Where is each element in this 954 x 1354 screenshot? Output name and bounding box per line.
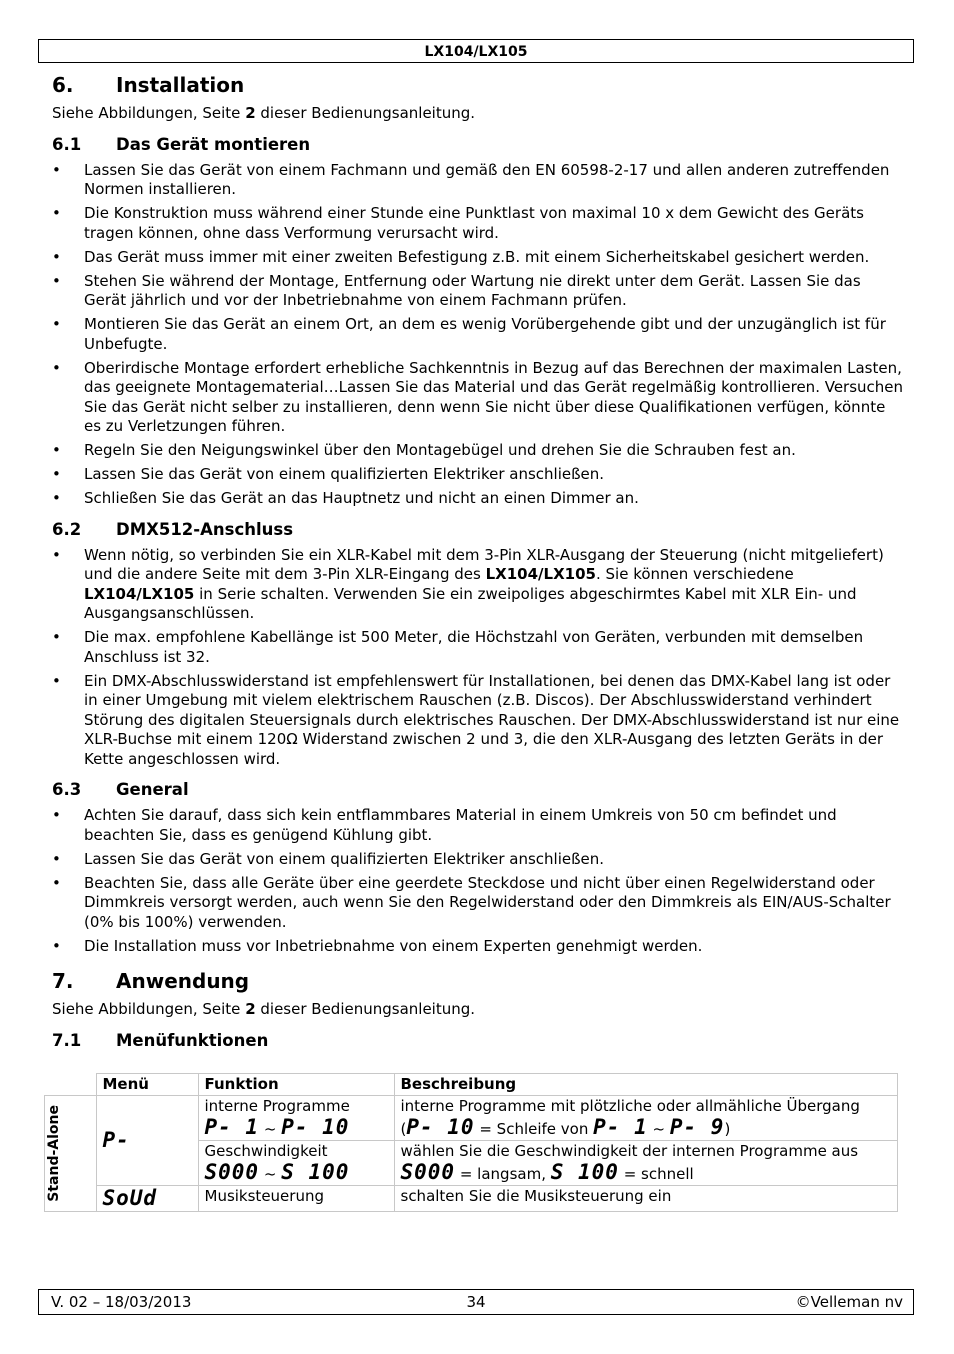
footer-page-number: 34 [466, 1293, 486, 1311]
list-item: • Lassen Sie das Gerät von einem qualifizierten Elektriker anschließen. [52, 465, 907, 485]
footer-copyright: ©Velleman nv [795, 1293, 903, 1311]
function-cell: Geschwindigkeit S000 ~ S 100 [198, 1141, 394, 1186]
section-7-1-heading: 7.1 Menüfunktionen [52, 1030, 269, 1050]
header-title: LX104/LX105 [424, 44, 528, 60]
table-corner [45, 1074, 97, 1096]
section-6-2-heading: 6.2 DMX512-Anschluss [52, 519, 294, 539]
list-item: • Achten Sie darauf, dass sich kein entflammbares Material in einem Umkreis von 50 cm befindet und beachten Sie, dass es genügend Kühlung gibt. [52, 806, 907, 845]
stand-alone-cell [45, 1096, 97, 1212]
lcd-code: P- [102, 1128, 130, 1152]
section-7-heading: 7. Anwendung [52, 969, 250, 993]
section-6-3-heading: 6.3 General [52, 780, 189, 799]
menu-functions-table [44, 1073, 898, 1212]
lcd-code: SoUd [102, 1186, 158, 1210]
list-item: • Stehen Sie während der Montage, Entfernung oder Wartung nie direkt unter dem Gerät. Lassen Sie das Gerät jährlich und vor der Inbetriebnahme von einem Fachmann prüfen. [52, 272, 907, 311]
list-item: • Wenn nötig, so verbinden Sie ein XLR-Kabel mit dem 3-Pin XLR-Ausgang der Steuerung (nicht mitgeliefert) und die andere Seite mit dem 3-Pin XLR-Eingang des LX104/LX105. Sie können verschiedene LX104/LX105 in Serie schalten. Verwenden Sie ein zweipoliges abgeschirmtes Kabel mit XLR Ein- und Ausgangsanschlüssen. [52, 546, 907, 624]
section-6-3-list [52, 806, 907, 956]
list-item: • Beachten Sie, dass alle Geräte über eine geerdete Steckdose und nicht über einen Regelwiderstand oder Dimmkreis versorgt werden, auch wenn Sie den Regelwiderstand oder den Dimmkreis als EIN/AUS-Schalter (0% bis 100%) verwenden. [52, 874, 907, 933]
page-header [38, 39, 914, 63]
list-item: • Die max. empfohlene Kabellänge ist 500 Meter, die Höchstzahl von Geräten, verbunden mit demselben Anschluss ist 32. [52, 628, 907, 667]
list-item: • Montieren Sie das Gerät an einem Ort, an dem es wenig Vorübergehende gibt und der unzugänglich ist für Unbefugte. [52, 315, 907, 354]
header-description: Beschreibung [394, 1074, 897, 1096]
description-cell: wählen Sie die Geschwindigkeit der internen Programme aus S000 = langsam, S 100 = schnell [394, 1141, 897, 1186]
footer-version: V. 02 – 18/03/2013 [51, 1293, 192, 1311]
section-6-2-list [52, 546, 907, 770]
list-item: • Regeln Sie den Neigungswinkel über den Montagebügel und drehen Sie die Schrauben fest an. [52, 441, 907, 461]
list-item: • Oberirdische Montage erfordert erhebliche Sachkenntnis in Bezug auf das Berechnen der maximalen Lasten, das geeignete Montagematerial…Lassen Sie das Material und das Gerät regelmäßig kontrollieren. Versuchen Sie das Gerät nicht selber zu installieren, denn wenn Sie nicht über diese Qualifikationen verfügen, könnte es zu Verletzungen führen. [52, 359, 907, 437]
section-6-intro: Siehe Abbildungen, Seite 2 dieser Bedienungsanleitung. [52, 104, 476, 122]
list-item: • Das Gerät muss immer mit einer zweiten Befestigung z.B. mit einem Sicherheitskabel gesichert werden. [52, 248, 907, 268]
function-cell: interne Programme P- 1 ~ P- 10 [198, 1096, 394, 1141]
menu-cell [96, 1186, 198, 1212]
list-item: • Die Konstruktion muss während einer Stunde eine Punktlast von maximal 10 x dem Gewicht des Geräts tragen können, ohne dass Verformung verursacht wird. [52, 204, 907, 243]
list-item: • Schließen Sie das Gerät an das Hauptnetz und nicht an einen Dimmer an. [52, 489, 907, 509]
side-label: Stand-Alone [46, 1105, 62, 1202]
list-item: • Lassen Sie das Gerät von einem Fachmann und gemäß den EN 60598-2-17 und allen anderen zutreffenden Normen installieren. [52, 161, 907, 200]
list-item: • Ein DMX-Abschlusswiderstand ist empfehlenswert für Installationen, bei denen das DMX-Kabel lang ist oder in einer Umgebung mit vielem elektrischem Rauschen (z.B. Discos). Der Abschlusswiderstand verhindert Störung des digitalen Steuersignals durch elektrisches Rauschen. Der DMX-Abschlusswiderstand ist nur eine XLR-Buchse mit einem 120Ω Widerstand zwischen 2 und 3, die den XLR-Ausgang des letzten Geräts in der Kette angeschlossen wird. [52, 672, 907, 770]
table-row [45, 1096, 898, 1141]
description-cell: schalten Sie die Musiksteuerung ein [394, 1186, 897, 1212]
function-cell: Musiksteuerung [198, 1186, 394, 1212]
section-6-1-list [52, 161, 907, 509]
header-function: Funktion [198, 1074, 394, 1096]
menu-cell [96, 1096, 198, 1186]
list-item: • Die Installation muss vor Inbetriebnahme von einem Experten genehmigt werden. [52, 937, 907, 957]
list-item: • Lassen Sie das Gerät von einem qualifizierten Elektriker anschließen. [52, 850, 907, 870]
section-6-1-heading: 6.1 Das Gerät montieren [52, 134, 311, 154]
header-menu: Menü [96, 1074, 198, 1096]
description-cell: interne Programme mit plötzliche oder allmähliche Übergang (P- 10 = Schleife von P- 1 ~ P- 9) [394, 1096, 897, 1141]
page-content [52, 68, 907, 1057]
table-header-row [45, 1074, 898, 1096]
section-7-intro: Siehe Abbildungen, Seite 2 dieser Bedienungsanleitung. [52, 1000, 476, 1018]
page-footer [38, 1289, 914, 1315]
table-row [45, 1186, 898, 1212]
section-6-heading: 6. Installation [52, 73, 245, 97]
